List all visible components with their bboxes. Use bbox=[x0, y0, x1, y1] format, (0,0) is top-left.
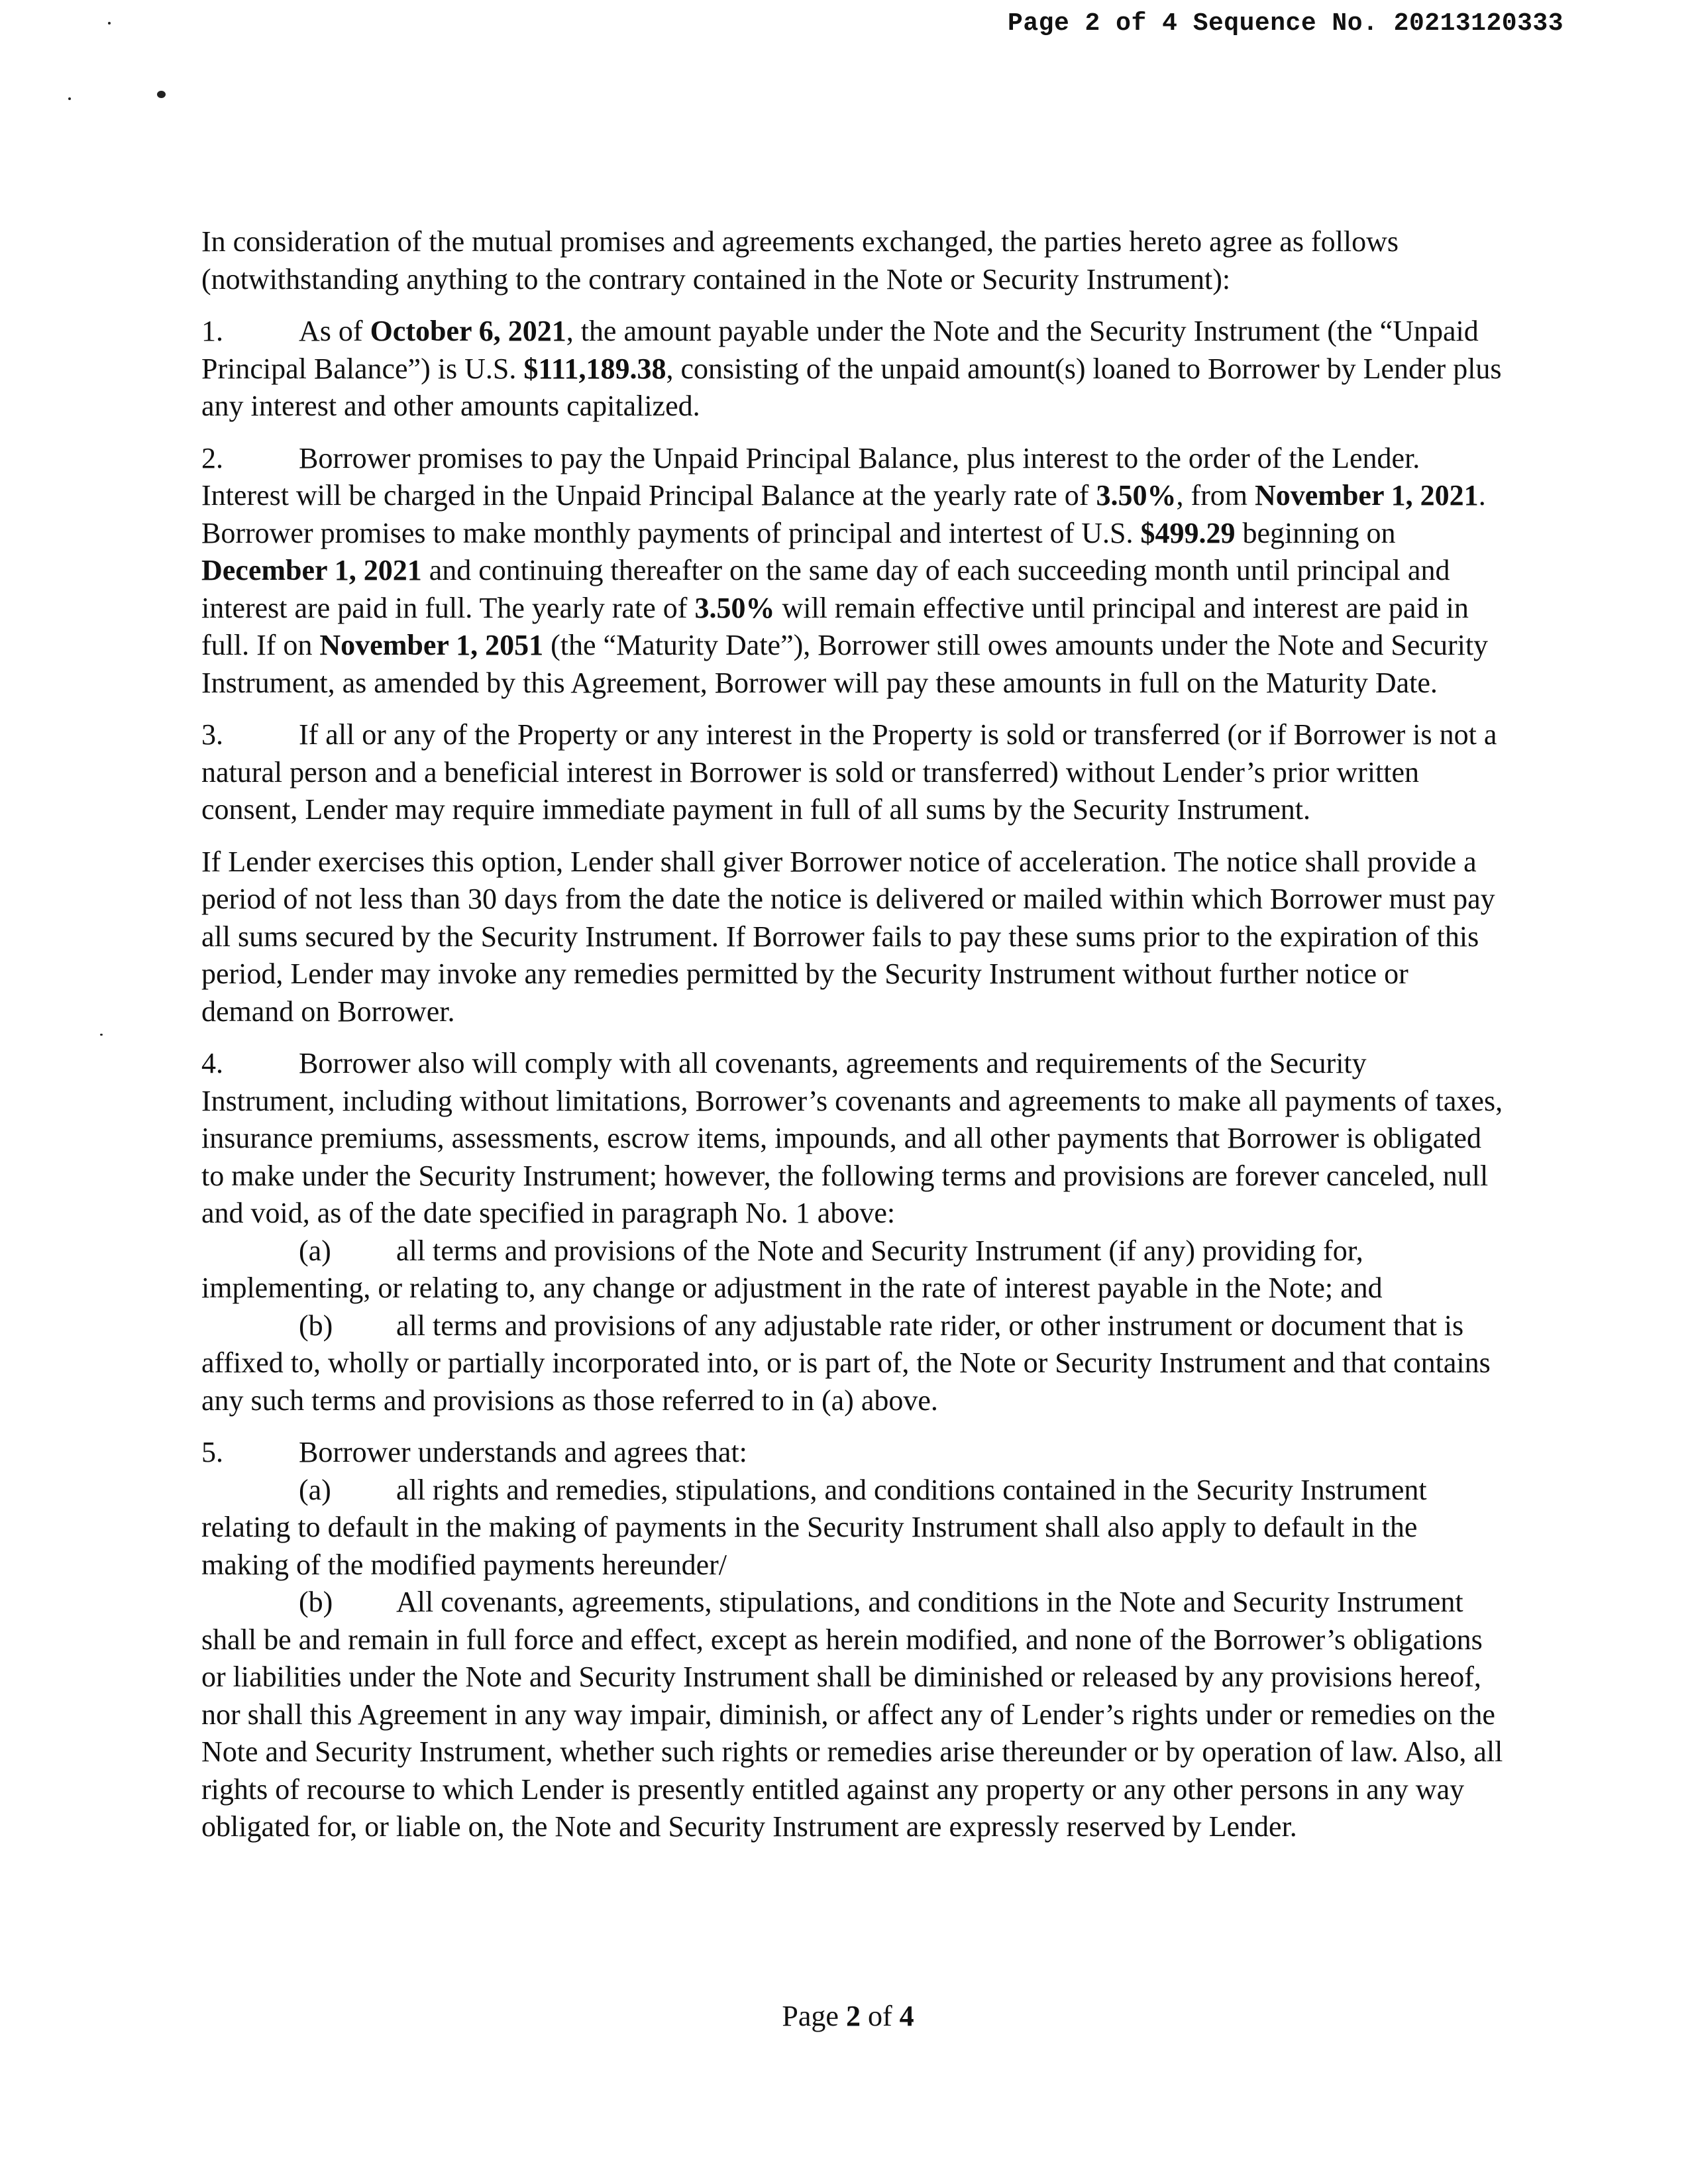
subparagraph-text: All covenants, agreements, stipulations, and conditions in the Note and Security Instrument shall be and remain in full force and effect, except as herein modified, and none of the Borrower’s obligations or liabilities under the Note and Security Instrument shall be diminished or released by any provisions hereof, nor shall this Agreement in any way impair, diminish, or affect any of Lender’s rights under or remedies on the Note and Security Instrument, whether such rights or remedies arise thereunder or by operation of law. Also, all rights of recourse to which Lender is presently entitled against any property or any other persons in any way obligated for, or liable on, the Note and Security Instrument are expressly reserved by Lender. bbox=[201, 1586, 1503, 1843]
subparagraph-label: (b) bbox=[299, 1309, 333, 1342]
monthly-payment: $499.29 bbox=[1140, 516, 1236, 549]
paragraph-4b bbox=[201, 1307, 1507, 1420]
paragraph-text: Borrower also will comply with all covenants, agreements and requirements of the Security Instrument, including without limitations, Borrower’s covenants and agreements to make all payments of taxes, insurance premiums, assessments, escrow items, impounds, and all other payments that Borrower is obligated to make under the Security Instrument; however, the following terms and provisions are forever canceled, null and void, as of the date specified in paragraph No. 1 above: bbox=[201, 1047, 1503, 1229]
subparagraph-label: (b) bbox=[299, 1586, 333, 1618]
paragraph-5a bbox=[201, 1472, 1507, 1584]
page-footer bbox=[0, 1999, 1696, 2033]
paragraph-number: 3. bbox=[201, 718, 223, 751]
balance-date: October 6, 2021 bbox=[370, 315, 566, 347]
paragraph-5b bbox=[201, 1584, 1507, 1846]
paragraph-text: (the “Maturity Date”), Borrower still owes amounts under the Note and Security Instrument, as amended by this Agreement, Borrower will pay these amounts in full on the Maturity Date. bbox=[201, 629, 1489, 699]
header-sequence-number: 20213120333 bbox=[1393, 9, 1564, 38]
subparagraph-text: all rights and remedies, stipulations, and conditions contained in the Security Instrument relating to default in the making of payments in the Security Instrument shall also apply to default in the making of the modified payments hereunder/ bbox=[201, 1473, 1427, 1581]
paragraph-text: , the amount payable under the Note and the Security Instrument (the “Unpaid Principal Balance”) is U.S. bbox=[201, 315, 1479, 385]
paragraph-5 bbox=[201, 1434, 1507, 1472]
paragraph-number: 1. bbox=[201, 315, 223, 347]
paragraph-text: , from bbox=[1176, 479, 1255, 512]
header-sequence-label: Sequence No. bbox=[1192, 9, 1379, 38]
unpaid-principal-amount: $111,189.38 bbox=[523, 352, 666, 385]
paragraph-number: 4. bbox=[201, 1047, 223, 1079]
paragraph-text: , consisting of the unpaid amount(s) loaned to Borrower by Lender plus any interest and other amounts capitalized. bbox=[201, 352, 1502, 422]
interest-rate: 3.50% bbox=[694, 591, 775, 624]
paragraph-2 bbox=[201, 440, 1507, 702]
paragraph-4 bbox=[201, 1045, 1507, 1232]
scan-speck bbox=[68, 97, 71, 100]
paragraph-1 bbox=[201, 313, 1507, 425]
paragraph-3 bbox=[201, 716, 1507, 829]
maturity-date: November 1, 2051 bbox=[319, 629, 544, 661]
intro-paragraph bbox=[201, 223, 1507, 298]
footer-total-pages: 4 bbox=[899, 2000, 914, 2032]
footer-page-word: Page bbox=[782, 2000, 839, 2032]
header-page-label: Page 2 of 4 bbox=[1008, 9, 1178, 38]
paragraph-4a bbox=[201, 1232, 1507, 1307]
paragraph-number: 5. bbox=[201, 1436, 223, 1468]
paragraph-text: . Borrower promises to make monthly payments of principal and intertest of U.S. bbox=[201, 479, 1486, 549]
subparagraph-label: (a) bbox=[299, 1473, 331, 1506]
paragraph-text: and continuing thereafter on the same day of each succeeding month until principal and interest are paid in full. The yearly rate of bbox=[201, 554, 1450, 624]
intro-line-1: In consideration of the mutual promises and agreements exchanged, the parties hereto agree as follows bbox=[201, 225, 1399, 258]
paragraph-text: As of bbox=[299, 315, 370, 347]
scan-speck bbox=[157, 91, 166, 98]
paragraph-text: Borrower understands and agrees that: bbox=[299, 1436, 747, 1468]
paragraph-3-continued: If Lender exercises this option, Lender shall giver Borrower notice of acceleration. The notice shall provide a period of not less than 30 days from the date the notice is delivered or mailed within which Borrower must pay all sums secured by the Security Instrument. If Borrower fails to pay these sums prior to the expiration of this period, Lender may invoke any remedies permitted by the Security Instrument without further notice or demand on Borrower. bbox=[201, 845, 1495, 1028]
footer-page-number: 2 bbox=[845, 2000, 861, 2032]
footer-of-word: of bbox=[867, 2000, 892, 2032]
interest-rate: 3.50% bbox=[1096, 479, 1177, 512]
paragraph-text: will remain effective until principal and interest are paid in full. If on bbox=[201, 591, 1469, 661]
scan-speck bbox=[108, 22, 111, 25]
first-payment-date: December 1, 2021 bbox=[201, 554, 422, 586]
subparagraph-text: all terms and provisions of the Note and Security Instrument (if any) providing for, implementing, or relating to, any change or adjustment in the rate of interest payable in the Note; and bbox=[201, 1234, 1383, 1304]
paragraph-text: Borrower promises to pay the Unpaid Principal Balance, plus interest to the order of the Lender. Interest will be charged in the Unpaid Principal Balance at the yearly rate of bbox=[201, 441, 1420, 512]
page-header bbox=[1008, 9, 1564, 38]
interest-start-date: November 1, 2021 bbox=[1254, 479, 1479, 512]
paragraph-text: beginning on bbox=[1235, 516, 1396, 549]
paragraph-text: If all or any of the Property or any interest in the Property is sold or transferred (or if Borrower is not a natural person and a beneficial interest in Borrower is sold or transferred) without Lender’s prior written consent, Lender may require immediate payment in full of all sums by the Security Instrument. bbox=[201, 718, 1497, 826]
subparagraph-text: all terms and provisions of any adjustable rate rider, or other instrument or document that is affixed to, wholly or partially incorporated into, or is part of, the Note or Security Instrument and that contains any such terms and provisions as those referred to in (a) above. bbox=[201, 1309, 1491, 1417]
intro-line-2: (notwithstanding anything to the contrary contained in the Note or Security Instrument): bbox=[201, 262, 1231, 296]
subparagraph-label: (a) bbox=[299, 1234, 331, 1267]
scan-speck bbox=[100, 1034, 103, 1036]
document-body bbox=[201, 223, 1507, 1846]
paragraph-number: 2. bbox=[201, 441, 223, 474]
